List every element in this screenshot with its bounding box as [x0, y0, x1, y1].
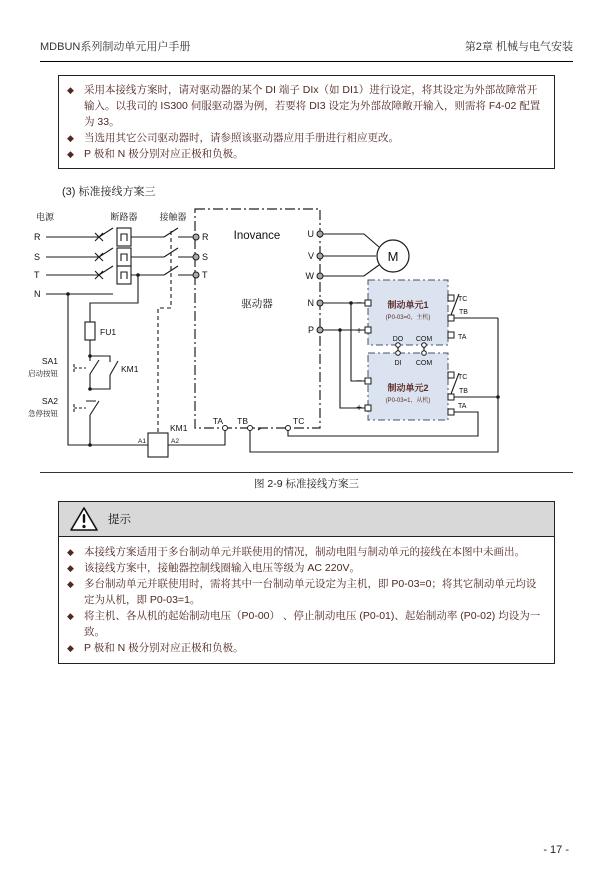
drive-brand-label: Inovance — [233, 230, 281, 242]
drive-term-p: P — [307, 325, 314, 335]
hint-text: 多台制动单元并联使用时，需将其中一台制动单元设定为主机，即 P0-03=0；将其它制动单元均设定为从机，即 P0-03=1。 — [84, 578, 537, 606]
a1-label: A1 — [138, 438, 146, 445]
drive-term-s: S — [202, 252, 209, 262]
hint-title: 提示 — [108, 514, 131, 526]
a2-label: A2 — [171, 438, 179, 445]
note-bullet — [67, 82, 544, 130]
breaker-label: 断路器 — [110, 212, 138, 222]
line-t-label: T — [34, 270, 40, 280]
unit2-plus-label: + — [356, 403, 362, 414]
unit2-minus-label: − — [356, 376, 362, 387]
unit1-minus-label: − — [356, 298, 362, 309]
hint-text: 该接线方案中，接触器控制线圈输入电压等级为 AC 220V。 — [84, 562, 360, 574]
hint-box — [58, 501, 555, 664]
hint-bullet — [67, 576, 544, 608]
note-text: P 极和 N 极分别对应正极和负极。 — [84, 148, 244, 160]
note-text: 当选用其它公司驱动器时，请参照该驱动器应用手册进行相应更改。 — [84, 132, 399, 144]
motor-icon — [377, 240, 409, 272]
com-terminal-label: COM — [415, 360, 433, 367]
hint-text: P 极和 N 极分别对应正极和负极。 — [84, 642, 244, 654]
note-bullet — [67, 130, 544, 146]
line-r-label: R — [34, 232, 41, 242]
fu1-label: FU1 — [100, 327, 117, 337]
figure-caption: 图 2-9 标准接线方案三 — [253, 478, 359, 490]
hint-bullet — [67, 560, 544, 576]
motor-label: M — [387, 249, 399, 264]
note-bullet — [67, 146, 544, 162]
diamond-bullet-icon: ◆ — [67, 579, 74, 589]
braking-unit-2-title: 制动单元2 — [387, 383, 429, 393]
sa1-desc-label: 启动按钮 — [28, 369, 58, 378]
braking-unit-2-subtitle: (P0-03=1，从机) — [385, 398, 431, 404]
diamond-bullet-icon: ◆ — [67, 611, 74, 621]
drive-term-r: R — [202, 232, 209, 242]
power-label: 电源 — [36, 212, 55, 222]
di-terminal-label: DI — [394, 360, 402, 367]
hint-text: 本接线方案适用于多台制动单元并联使用的情况，制动电阻与制动单元的接线在本图中未画出。 — [84, 546, 525, 558]
unit2-tc-label: TC — [458, 374, 468, 381]
line-n-label: N — [34, 289, 41, 299]
braking-unit-1-subtitle: (P0-03=0，主机) — [385, 315, 431, 321]
diamond-bullet-icon: ◆ — [67, 547, 74, 557]
do-terminal-label: DO — [392, 336, 404, 343]
line-s-label: S — [34, 252, 41, 262]
header-left-title: MDBUN系列制动单元用户手册 — [40, 41, 191, 53]
drive-box — [195, 209, 320, 428]
figure-rule — [40, 472, 573, 473]
braking-unit-1-title: 制动单元1 — [387, 300, 429, 310]
hint-text: 将主机、各从机的起始制动电压（P0-00） 、停止制动电压 (P0-01)、起始制动率 (P0-02) 均设为一致。 — [84, 610, 541, 638]
unit1-tb-label: TB — [459, 309, 468, 316]
diamond-bullet-icon: ◆ — [67, 133, 74, 143]
braking-unit-1 — [368, 280, 448, 345]
diamond-bullet-icon: ◆ — [67, 85, 74, 95]
drive-tc-label: TC — [293, 416, 305, 426]
km1-coil-label: KM1 — [170, 423, 188, 433]
hint-bullet — [67, 640, 544, 656]
page-number: - 17 - — [543, 844, 569, 856]
unit1-ta-label: TA — [458, 334, 467, 341]
header-right-chapter: 第2章 机械与电气安装 — [464, 41, 573, 53]
diamond-bullet-icon: ◆ — [67, 563, 74, 573]
unit1-plus-label: + — [356, 326, 362, 337]
section-title: (3) 标准接线方案三 — [62, 186, 156, 198]
drive-ta-label: TA — [212, 416, 223, 426]
warning-triangle-icon — [69, 506, 99, 532]
unit2-tb-label: TB — [459, 388, 468, 395]
drive-label: 驱动器 — [241, 298, 273, 310]
unit1-tc-label: TC — [458, 296, 468, 303]
km1-aux-label: KM1 — [121, 364, 139, 374]
hint-box-body — [59, 537, 554, 663]
drive-term-n: N — [307, 298, 314, 308]
wiring-diagram — [18, 203, 613, 470]
hint-bullet — [67, 544, 544, 560]
note-box — [58, 75, 555, 169]
diamond-bullet-icon: ◆ — [67, 149, 74, 159]
contactor-label: 接触器 — [159, 212, 187, 222]
com-terminal-label: COM — [415, 336, 433, 343]
diamond-bullet-icon: ◆ — [67, 643, 74, 653]
note-text: 采用本接线方案时，请对驱动器的某个 DI 端子 DIx（如 DI1）进行设定，将其设定为外部故障常开输入。以我司的 IS300 伺服驱动器为例，若要将 DI3 设定为外部故障敞开输入，则需将 F4-02 配置为 33。 — [84, 84, 541, 128]
hint-bullet — [67, 608, 544, 640]
hint-box-header — [59, 502, 554, 537]
unit2-ta-label: TA — [458, 403, 467, 410]
drive-term-t: T — [202, 270, 208, 280]
drive-term-v: V — [307, 251, 314, 261]
sa1-label: SA1 — [41, 356, 58, 366]
sa2-label: SA2 — [41, 396, 58, 406]
page-header — [40, 38, 573, 62]
braking-unit-2 — [368, 353, 448, 420]
drive-term-u: U — [307, 229, 314, 239]
sa2-desc-label: 急停按钮 — [28, 409, 58, 418]
drive-tb-label: TB — [237, 416, 248, 426]
drive-term-w: W — [305, 271, 314, 281]
